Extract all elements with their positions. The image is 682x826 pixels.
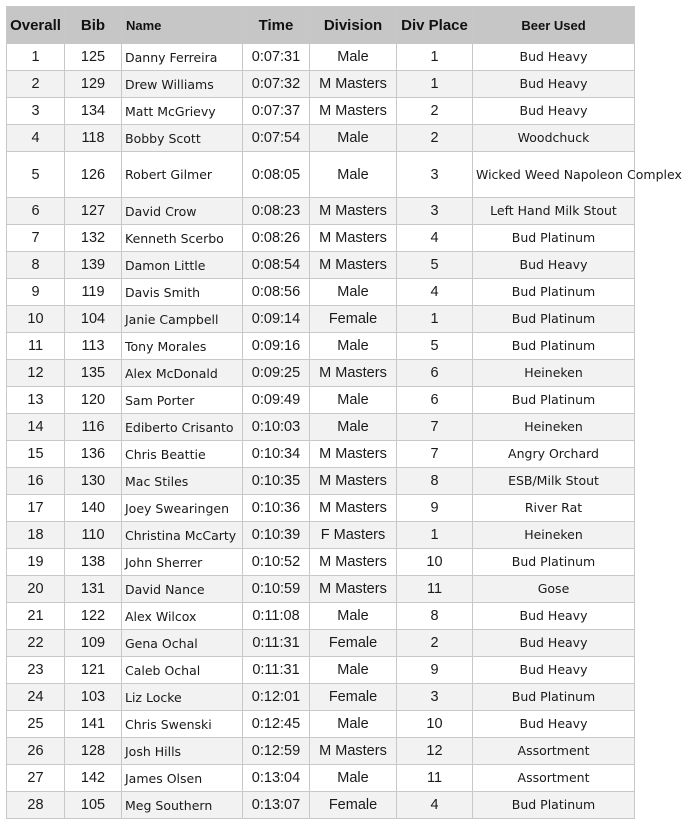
cell-div-place: 10 (397, 711, 473, 738)
cell-division: Male (310, 657, 397, 684)
cell-overall: 19 (7, 549, 65, 576)
cell-time: 0:12:45 (243, 711, 310, 738)
cell-overall: 20 (7, 576, 65, 603)
cell-beer-used: Bud Platinum (473, 549, 635, 576)
cell-overall: 25 (7, 711, 65, 738)
cell-name: Christina McCarty (122, 522, 243, 549)
cell-division: M Masters (310, 441, 397, 468)
cell-div-place: 9 (397, 495, 473, 522)
cell-bib: 138 (65, 549, 122, 576)
cell-name: Matt McGrievy (122, 98, 243, 125)
table-row (7, 360, 635, 387)
cell-div-place: 7 (397, 441, 473, 468)
cell-bib: 128 (65, 738, 122, 765)
cell-bib: 142 (65, 765, 122, 792)
cell-beer-used: Bud Heavy (473, 711, 635, 738)
header-row (7, 7, 635, 44)
cell-beer-used: Bud Heavy (473, 98, 635, 125)
cell-div-place: 6 (397, 360, 473, 387)
cell-time: 0:08:05 (243, 152, 310, 198)
cell-division: Male (310, 152, 397, 198)
cell-overall: 2 (7, 71, 65, 98)
cell-name: Meg Southern (122, 792, 243, 819)
table-row (7, 125, 635, 152)
cell-overall: 17 (7, 495, 65, 522)
cell-name: Drew Williams (122, 71, 243, 98)
cell-division: M Masters (310, 198, 397, 225)
cell-division: M Masters (310, 98, 397, 125)
cell-time: 0:11:08 (243, 603, 310, 630)
cell-overall: 11 (7, 333, 65, 360)
cell-name: David Crow (122, 198, 243, 225)
cell-division: M Masters (310, 252, 397, 279)
table-row (7, 387, 635, 414)
cell-division: M Masters (310, 495, 397, 522)
cell-name: John Sherrer (122, 549, 243, 576)
header-bib: Bib (65, 7, 122, 44)
cell-name: Sam Porter (122, 387, 243, 414)
cell-division: M Masters (310, 576, 397, 603)
table-row (7, 333, 635, 360)
cell-div-place: 6 (397, 387, 473, 414)
cell-beer-used: Gose (473, 576, 635, 603)
cell-overall: 23 (7, 657, 65, 684)
cell-bib: 125 (65, 44, 122, 71)
cell-bib: 122 (65, 603, 122, 630)
cell-overall: 21 (7, 603, 65, 630)
table-row (7, 225, 635, 252)
cell-bib: 120 (65, 387, 122, 414)
cell-div-place: 9 (397, 657, 473, 684)
cell-beer-used: Bud Heavy (473, 630, 635, 657)
table-row (7, 279, 635, 306)
header-division: Division (310, 7, 397, 44)
header-overall: Overall (7, 7, 65, 44)
table-body (7, 44, 682, 819)
cell-time: 0:09:25 (243, 360, 310, 387)
cell-name: Joey Swearingen (122, 495, 243, 522)
cell-bib: 104 (65, 306, 122, 333)
cell-bib: 109 (65, 630, 122, 657)
cell-name: Davis Smith (122, 279, 243, 306)
table-header (7, 7, 635, 44)
cell-beer-used: Bud Platinum (473, 387, 635, 414)
cell-div-place: 10 (397, 549, 473, 576)
cell-div-place: 8 (397, 468, 473, 495)
cell-bib: 129 (65, 71, 122, 98)
cell-div-place: 1 (397, 44, 473, 71)
cell-time: 0:10:59 (243, 576, 310, 603)
cell-division: Male (310, 414, 397, 441)
cell-division: Male (310, 387, 397, 414)
table-row (7, 792, 635, 819)
cell-bib: 135 (65, 360, 122, 387)
cell-div-place: 4 (397, 279, 473, 306)
cell-bib: 127 (65, 198, 122, 225)
table-row (7, 711, 635, 738)
table-row (7, 152, 635, 198)
cell-time: 0:10:52 (243, 549, 310, 576)
table-row (7, 468, 635, 495)
cell-overall: 8 (7, 252, 65, 279)
table-row (7, 198, 635, 225)
cell-beer-used: Heineken (473, 360, 635, 387)
cell-time: 0:11:31 (243, 630, 310, 657)
header-div-place: Div Place (397, 7, 473, 44)
cell-time: 0:08:56 (243, 279, 310, 306)
cell-time: 0:09:49 (243, 387, 310, 414)
cell-div-place: 7 (397, 414, 473, 441)
cell-beer-used: Bud Platinum (473, 684, 635, 711)
cell-division: M Masters (310, 225, 397, 252)
cell-division: Male (310, 603, 397, 630)
cell-beer-used: Bud Heavy (473, 44, 635, 71)
cell-time: 0:12:01 (243, 684, 310, 711)
cell-name: Caleb Ochal (122, 657, 243, 684)
cell-time: 0:07:31 (243, 44, 310, 71)
cell-time: 0:09:14 (243, 306, 310, 333)
cell-beer-used: Assortment (473, 765, 635, 792)
cell-div-place: 2 (397, 125, 473, 152)
cell-division: Male (310, 765, 397, 792)
cell-division: Male (310, 279, 397, 306)
cell-overall: 26 (7, 738, 65, 765)
cell-division: Male (310, 333, 397, 360)
cell-division: M Masters (310, 360, 397, 387)
cell-overall: 9 (7, 279, 65, 306)
header-beer-used: Beer Used (473, 7, 635, 44)
cell-overall: 15 (7, 441, 65, 468)
cell-bib: 116 (65, 414, 122, 441)
cell-division: F Masters (310, 522, 397, 549)
header-name: Name (122, 7, 243, 44)
table-row (7, 765, 635, 792)
cell-div-place: 4 (397, 225, 473, 252)
cell-time: 0:08:23 (243, 198, 310, 225)
cell-name: Chris Swenski (122, 711, 243, 738)
cell-division: Male (310, 44, 397, 71)
cell-name: Alex McDonald (122, 360, 243, 387)
cell-beer-used: Heineken (473, 414, 635, 441)
cell-beer-used: Heineken (473, 522, 635, 549)
cell-name: Mac Stiles (122, 468, 243, 495)
cell-time: 0:13:04 (243, 765, 310, 792)
cell-time: 0:08:54 (243, 252, 310, 279)
cell-overall: 14 (7, 414, 65, 441)
cell-time: 0:10:34 (243, 441, 310, 468)
cell-bib: 103 (65, 684, 122, 711)
cell-time: 0:07:37 (243, 98, 310, 125)
cell-time: 0:10:39 (243, 522, 310, 549)
cell-beer-used: Assortment (473, 738, 635, 765)
cell-overall: 5 (7, 152, 65, 198)
cell-division: Female (310, 630, 397, 657)
cell-name: Robert Gilmer (122, 152, 243, 198)
cell-overall: 10 (7, 306, 65, 333)
cell-div-place: 4 (397, 792, 473, 819)
cell-div-place: 3 (397, 684, 473, 711)
cell-bib: 130 (65, 468, 122, 495)
cell-overall: 22 (7, 630, 65, 657)
table-row (7, 306, 635, 333)
cell-name: Alex Wilcox (122, 603, 243, 630)
table-row (7, 495, 635, 522)
cell-bib: 140 (65, 495, 122, 522)
cell-beer-used: River Rat (473, 495, 635, 522)
cell-div-place: 11 (397, 576, 473, 603)
cell-beer-used: Woodchuck (473, 125, 635, 152)
cell-division: Female (310, 792, 397, 819)
cell-time: 0:11:31 (243, 657, 310, 684)
cell-time: 0:07:32 (243, 71, 310, 98)
cell-time: 0:10:36 (243, 495, 310, 522)
cell-bib: 134 (65, 98, 122, 125)
table-row (7, 98, 635, 125)
cell-div-place: 2 (397, 630, 473, 657)
cell-bib: 132 (65, 225, 122, 252)
cell-name: Danny Ferreira (122, 44, 243, 71)
cell-bib: 105 (65, 792, 122, 819)
cell-bib: 131 (65, 576, 122, 603)
cell-bib: 118 (65, 125, 122, 152)
cell-division: M Masters (310, 738, 397, 765)
cell-bib: 141 (65, 711, 122, 738)
table-row (7, 522, 635, 549)
cell-time: 0:07:54 (243, 125, 310, 152)
cell-overall: 13 (7, 387, 65, 414)
cell-division: Male (310, 125, 397, 152)
table-row (7, 549, 635, 576)
cell-beer-used: Bud Heavy (473, 252, 635, 279)
cell-beer-used: Wicked Weed Napoleon Complex (473, 152, 635, 198)
table-row (7, 603, 635, 630)
cell-overall: 16 (7, 468, 65, 495)
cell-bib: 136 (65, 441, 122, 468)
cell-div-place: 5 (397, 252, 473, 279)
cell-division: Female (310, 306, 397, 333)
cell-division: M Masters (310, 71, 397, 98)
cell-div-place: 3 (397, 198, 473, 225)
table-row (7, 441, 635, 468)
cell-bib: 113 (65, 333, 122, 360)
cell-beer-used: Bud Platinum (473, 225, 635, 252)
cell-overall: 6 (7, 198, 65, 225)
cell-division: Male (310, 711, 397, 738)
cell-overall: 28 (7, 792, 65, 819)
cell-beer-used: Bud Platinum (473, 792, 635, 819)
cell-name: Tony Morales (122, 333, 243, 360)
table-row (7, 684, 635, 711)
cell-time: 0:08:26 (243, 225, 310, 252)
table-row (7, 44, 635, 71)
cell-name: James Olsen (122, 765, 243, 792)
cell-bib: 139 (65, 252, 122, 279)
cell-overall: 24 (7, 684, 65, 711)
cell-div-place: 5 (397, 333, 473, 360)
cell-name: Gena Ochal (122, 630, 243, 657)
cell-name: Chris Beattie (122, 441, 243, 468)
cell-time: 0:12:59 (243, 738, 310, 765)
cell-overall: 3 (7, 98, 65, 125)
cell-beer-used: Bud Platinum (473, 333, 635, 360)
table-row (7, 252, 635, 279)
cell-bib: 110 (65, 522, 122, 549)
table-row (7, 657, 635, 684)
cell-beer-used: Bud Heavy (473, 603, 635, 630)
cell-name: Ediberto Crisanto (122, 414, 243, 441)
table-row (7, 738, 635, 765)
cell-overall: 27 (7, 765, 65, 792)
cell-name: Damon Little (122, 252, 243, 279)
cell-beer-used: Bud Heavy (473, 657, 635, 684)
cell-name: Josh Hills (122, 738, 243, 765)
cell-beer-used: Bud Platinum (473, 279, 635, 306)
cell-name: David Nance (122, 576, 243, 603)
cell-time: 0:10:03 (243, 414, 310, 441)
cell-beer-used: Bud Platinum (473, 306, 635, 333)
cell-name: Bobby Scott (122, 125, 243, 152)
cell-div-place: 12 (397, 738, 473, 765)
cell-name: Janie Campbell (122, 306, 243, 333)
table-row (7, 576, 635, 603)
cell-bib: 119 (65, 279, 122, 306)
cell-overall: 7 (7, 225, 65, 252)
cell-name: Liz Locke (122, 684, 243, 711)
cell-time: 0:09:16 (243, 333, 310, 360)
cell-division: M Masters (310, 468, 397, 495)
cell-bib: 121 (65, 657, 122, 684)
cell-beer-used: Bud Heavy (473, 71, 635, 98)
cell-time: 0:10:35 (243, 468, 310, 495)
cell-division: Female (310, 684, 397, 711)
table-row (7, 71, 635, 98)
cell-div-place: 11 (397, 765, 473, 792)
cell-overall: 1 (7, 44, 65, 71)
cell-overall: 18 (7, 522, 65, 549)
cell-div-place: 2 (397, 98, 473, 125)
cell-bib: 126 (65, 152, 122, 198)
cell-division: M Masters (310, 549, 397, 576)
cell-time: 0:13:07 (243, 792, 310, 819)
results-table (6, 6, 682, 819)
header-time: Time (243, 7, 310, 44)
cell-div-place: 1 (397, 306, 473, 333)
cell-beer-used: ESB/Milk Stout (473, 468, 635, 495)
cell-div-place: 1 (397, 71, 473, 98)
cell-div-place: 1 (397, 522, 473, 549)
cell-name: Kenneth Scerbo (122, 225, 243, 252)
table-row (7, 630, 635, 657)
cell-beer-used: Angry Orchard (473, 441, 635, 468)
cell-overall: 4 (7, 125, 65, 152)
cell-beer-used: Left Hand Milk Stout (473, 198, 635, 225)
cell-div-place: 3 (397, 152, 473, 198)
table-row (7, 414, 635, 441)
cell-div-place: 8 (397, 603, 473, 630)
cell-overall: 12 (7, 360, 65, 387)
